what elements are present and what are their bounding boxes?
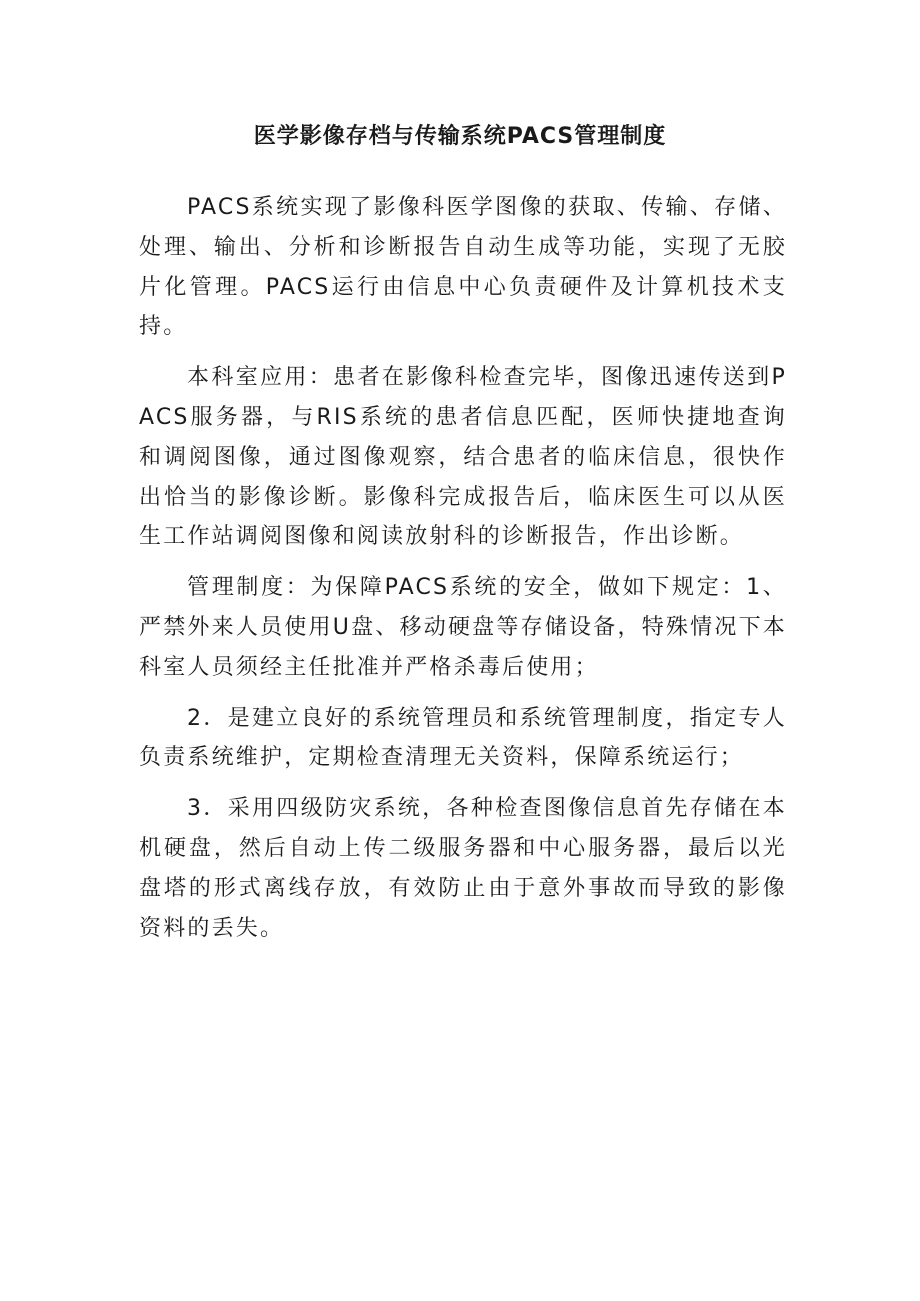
document-body: [139, 188, 787, 948]
paragraph-management-rule-2: 2．是建立良好的系统管理员和系统管理制度，指定专人负责系统维护，定期检查清理无关资料，保障系统运行；: [139, 705, 787, 771]
paragraph-management-rule-3: 3．采用四级防灾系统，各种检查图像信息首先存储在本机硬盘，然后自动上传二级服务器和中心服务器，最后以光盘塔的形式离线存放，有效防止由于意外事故而导致的影像资料的丢失。: [139, 796, 787, 941]
document-title: 医学影像存档与传输系统PACS管理制度: [253, 124, 667, 149]
paragraph-department-usage: 本科室应用：患者在影像科检查完毕，图像迅速传送到PACS服务器，与RIS系统的患者信息匹配，医师快捷地查询和调阅图像，通过图像观察，结合患者的临床信息，很快作出恰当的影像诊断。影像科完成报告后，临床医生可以从医生工作站调阅图像和阅读放射科的诊断报告，作出诊断。: [139, 365, 787, 550]
paragraph-intro: PACS系统实现了影像科医学图像的获取、传输、存储、处理、输出、分析和诊断报告自动生成等功能，实现了无胶片化管理。PACS运行由信息中心负责硬件及计算机技术支持。: [139, 195, 787, 340]
paragraph-management-rule-1: 管理制度：为保障PACS系统的安全，做如下规定：1、严禁外来人员使用U盘、移动硬盘等存储设备，特殊情况下本科室人员须经主任批准并严格杀毒后使用；: [139, 575, 787, 680]
